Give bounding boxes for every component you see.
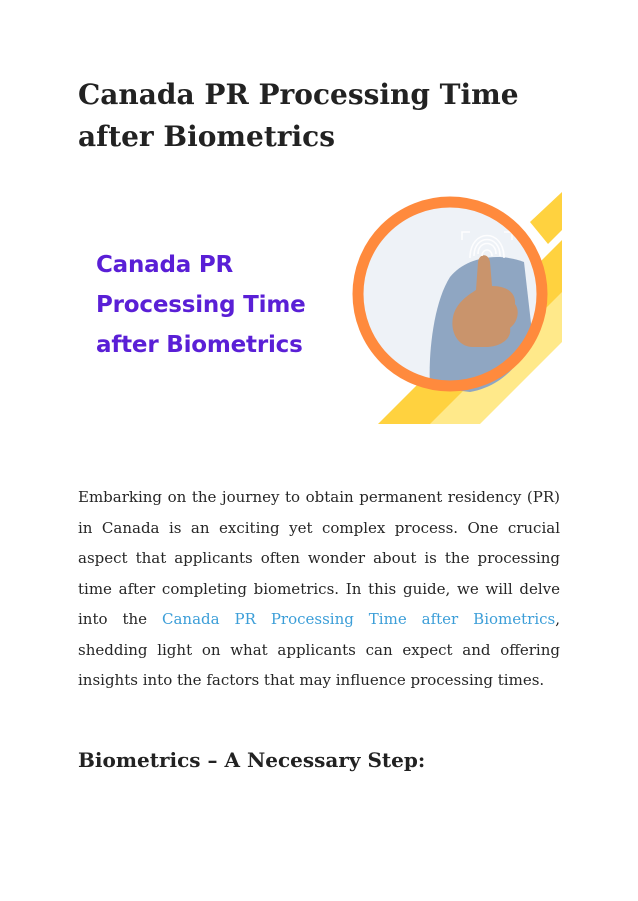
- processing-time-link[interactable]: Canada PR Processing Time after Biometrics: [161, 610, 556, 628]
- page-title: Canada PR Processing Time after Biometrics: [78, 78, 519, 153]
- section-heading-biometrics: Biometrics – A Necessary Step:: [78, 748, 426, 772]
- intro-text-after-link: , shedding light on what applicants can expect and offering insights into the factors that may influence processing times.: [78, 610, 560, 689]
- banner-headline: [96, 245, 366, 365]
- banner-headline-line: Canada PR: [96, 252, 234, 278]
- banner-headline-line: after Biometrics: [96, 332, 303, 358]
- intro-paragraph: [78, 482, 560, 696]
- banner-yellow-stripe-top: [530, 192, 562, 244]
- banner-headline-line: Processing Time: [96, 292, 306, 318]
- article-banner-image: [78, 182, 562, 424]
- intro-text-before-link: Embarking on the journey to obtain permanent residency (PR) in Canada is an exciting yet complex process. One crucial aspect that applicants often wonder about is the processing time after completing biometrics. In this guide, we will delve into the: [78, 488, 560, 628]
